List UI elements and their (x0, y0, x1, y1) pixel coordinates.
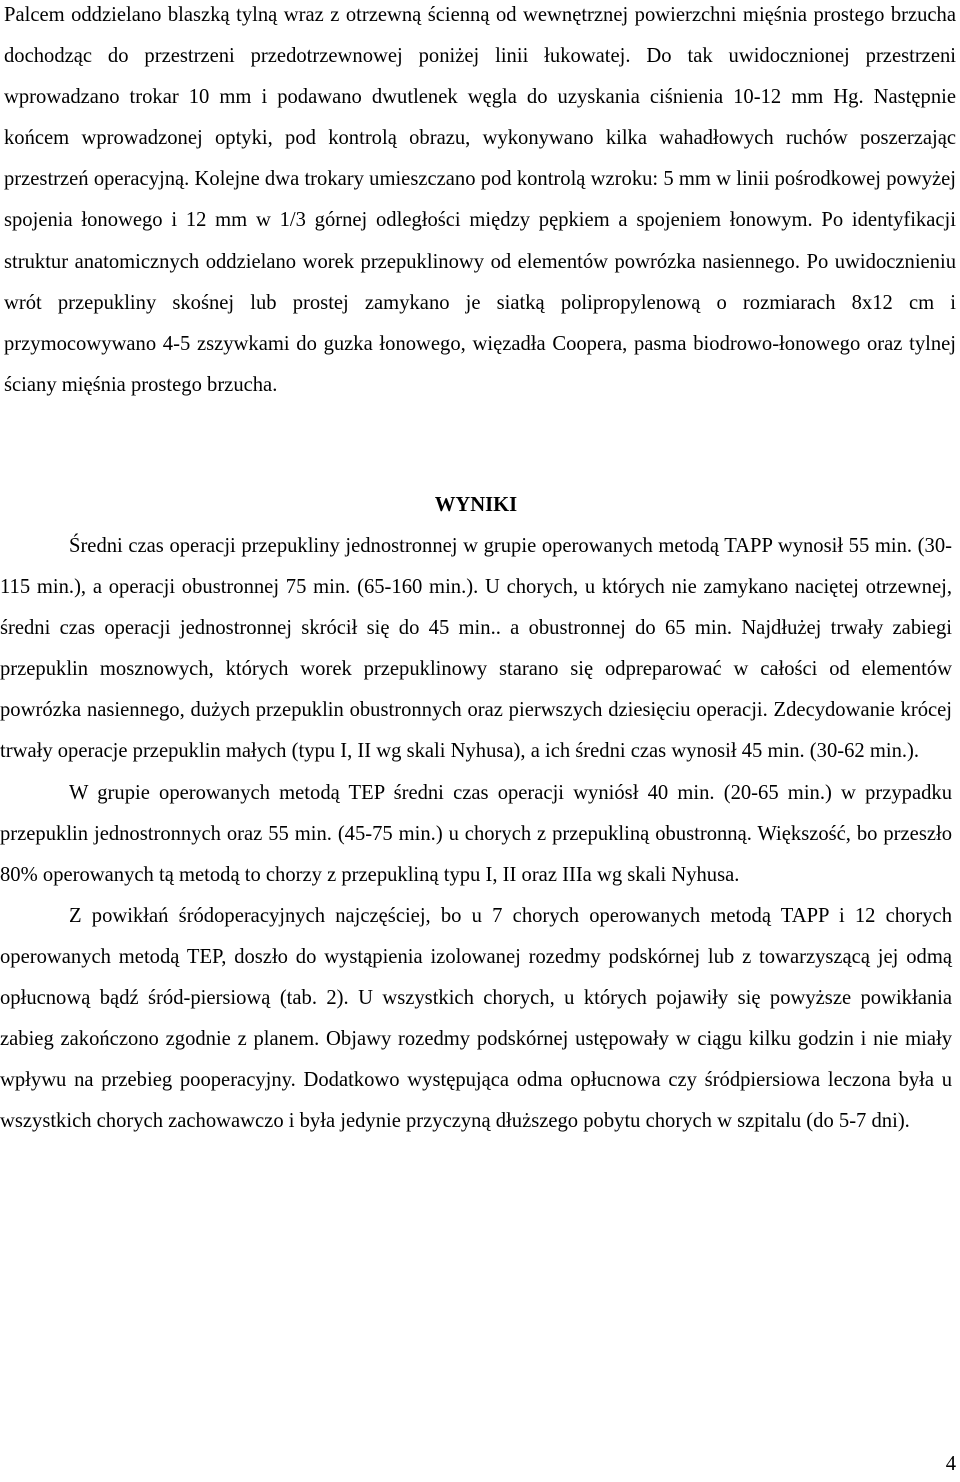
results-section (0, 526, 952, 1142)
results-section-heading-wrap (0, 485, 952, 526)
results-paragraph-tep: W grupie operowanych metodą TEP średni czas operacji wyniósł 40 min. (20-65 min.) w przypadku przepuklin jednostronnych oraz 55 min. (45-75 min.) u chorych z przepukliną obustronną. Większość, bo przeszło 80% operowanych tą metodą to chorzy z przepukliną typu I, II oraz IIIa wg skali Nyhusa. (0, 781, 952, 886)
results-paragraph-complications: Z powikłań śródoperacyjnych najczęściej, bo u 7 chorych operowanych metodą TAPP i 12 chorych operowanych metodą TEP, doszło do wystąpienia izolowanej rozedmy podskórnej lub z towarzyszącą jej odmą opłucnową bądź śród-piersiową (tab. 2). U wszystkich chorych, u których pojawiły się powyższe powikłania zabieg zakończono zgodnie z planem. Objawy rozedmy podskórnej ustępowały w ciągu kilku godzin i nie miały wpływu na przebieg pooperacyjny. Dodatkowo występująca odma opłucnowa czy śródpiersiowa leczona była u wszystkich chorych zachowawczo i była jedynie przyczyną dłuższego pobytu chorych w szpitalu (do 5-7 dni). (0, 904, 952, 1133)
results-paragraph-tapp: Średni czas operacji przepukliny jednostronnej w grupie operowanych metodą TAPP wynosił 55 min. (30-115 min.), a operacji obustronnej 75 min. (65-160 min.). U chorych, u których nie zamykano naciętej otrzewnej, średni czas operacji jednostronnej skrócił się do 45 min.. a obustronnej do 65 min. Najdłużej trwały zabiegi przepuklin mosznowych, których worek przepuklinowy starano się odpreparować w całości od elementów powrózka nasiennego, dużych przepuklin obustronnych oraz pierwszych dziesięciu operacji. Zdecydowanie krócej trwały operacje przepuklin małych (typu I, II wg skali Nyhusa), a ich średni czas wynosił 45 min. (30-62 min.). (0, 535, 952, 763)
document-page (4, 0, 956, 411)
page-number: 4 (945, 1453, 956, 1475)
methods-paragraph: Palcem oddzielano blaszką tylną wraz z otrzewną ścienną od wewnętrznej powierzchni mięśnia prostego brzucha dochodząc do przestrzeni przedotrzewnowej poniżej linii łukowatej. Do tak uwidocznionej przestrzeni wprowadzano trokar 10 mm i podawano dwutlenek węgla do uzyskania ciśnienia 10-12 mm Hg. Następnie końcem wprowadzonej optyki, pod kontrolą obrazu, wykonywano kilka wahadłowych ruchów poszerzając przestrzeń operacyjną. Kolejne dwa trokary umieszczano pod kontrolą wzroku: 5 mm w linii pośrodkowej powyżej spojenia łonowego i 12 mm w 1/3 górnej odległości między pępkiem a spojeniem łonowym. Po identyfikacji struktur anatomicznych oddzielano worek przepuklinowy od elementów powrózka nasiennego. Po uwidocznieniu wrót przepukliny skośnej lub prostej zamykano je siatką polipropylenową o rozmiarach 8x12 cm i przymocowywano 4-5 zszywkami do guzka łonowego, więzadła Coopera, pasma biodrowo-łonowego oraz tylnej ściany mięśnia prostego brzucha. (4, 4, 956, 396)
results-heading: WYNIKI (434, 494, 518, 516)
